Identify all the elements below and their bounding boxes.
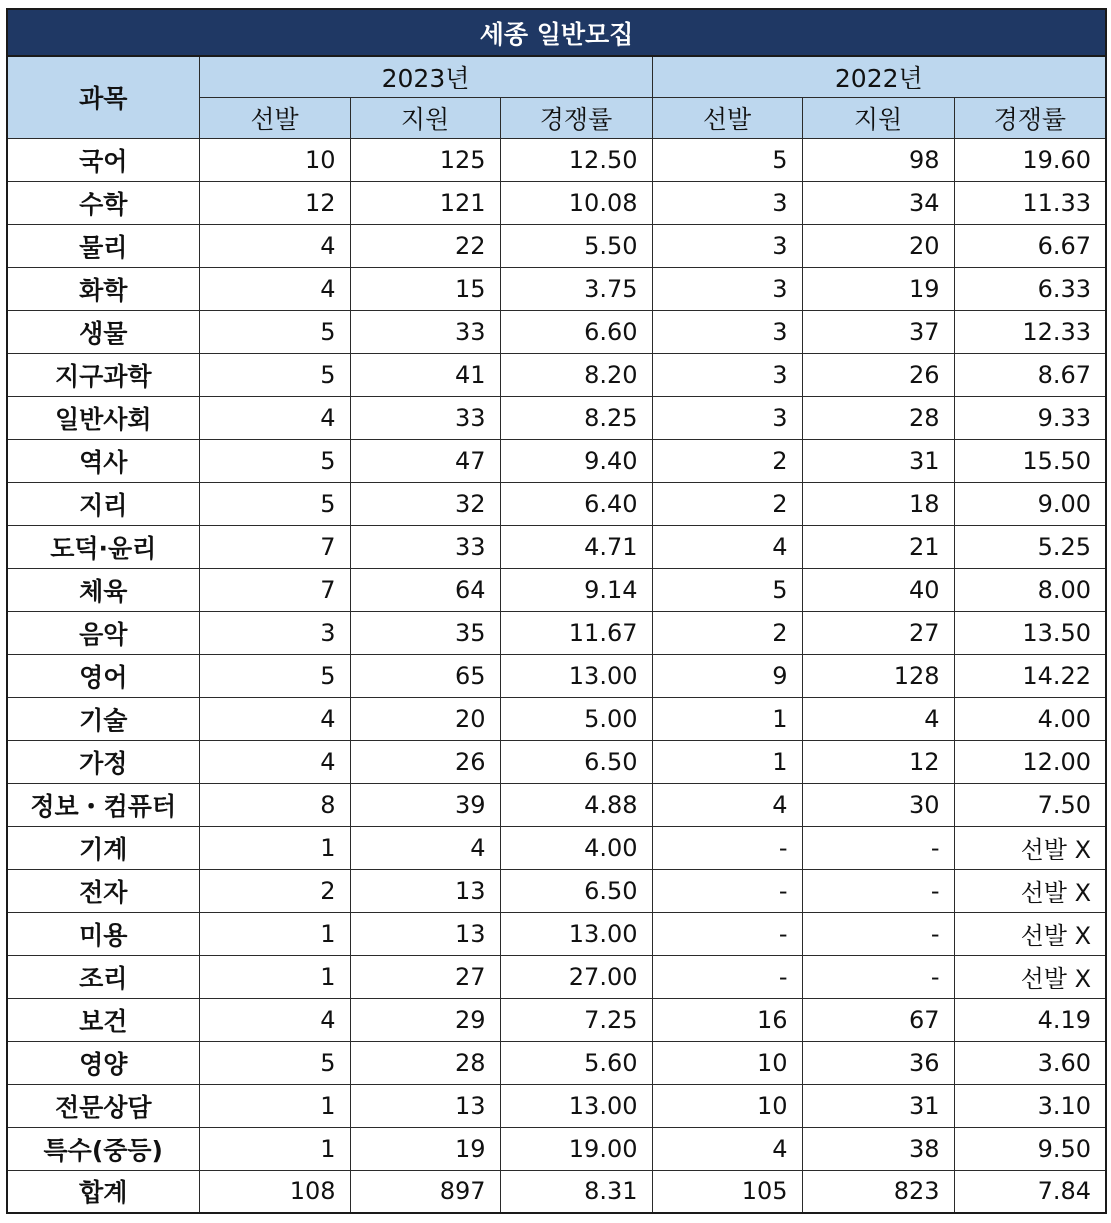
cell-selection-2022: 1 [652, 697, 802, 740]
cell-subject: 화학 [7, 267, 199, 310]
col-header-applicants-2023: 지원 [350, 97, 500, 138]
cell-ratio-2023: 13.00 [500, 1084, 652, 1127]
cell-selection-2023: 4 [199, 267, 350, 310]
cell-selection-2022: 2 [652, 439, 802, 482]
cell-applicants-2022: 12 [802, 740, 954, 783]
table-row [7, 181, 1106, 224]
cell-applicants-2023: 897 [350, 1170, 500, 1213]
cell-ratio-2022: 13.50 [954, 611, 1106, 654]
cell-subject: 영양 [7, 1041, 199, 1084]
cell-ratio-2023: 8.31 [500, 1170, 652, 1213]
cell-ratio-2023: 7.25 [500, 998, 652, 1041]
cell-ratio-2022: 8.00 [954, 568, 1106, 611]
cell-applicants-2022: 98 [802, 138, 954, 181]
cell-ratio-2022: 선발 X [954, 955, 1106, 998]
cell-subject: 역사 [7, 439, 199, 482]
cell-applicants-2023: 41 [350, 353, 500, 396]
table-row [7, 697, 1106, 740]
table-row [7, 611, 1106, 654]
cell-selection-2022: 10 [652, 1084, 802, 1127]
cell-selection-2022: 2 [652, 482, 802, 525]
table-row [7, 740, 1106, 783]
cell-applicants-2023: 4 [350, 826, 500, 869]
table-row [7, 1170, 1106, 1213]
cell-applicants-2022: 34 [802, 181, 954, 224]
cell-applicants-2022: 19 [802, 267, 954, 310]
cell-applicants-2023: 13 [350, 869, 500, 912]
cell-selection-2023: 7 [199, 525, 350, 568]
table-row [7, 396, 1106, 439]
cell-selection-2022: 3 [652, 310, 802, 353]
cell-ratio-2023: 9.40 [500, 439, 652, 482]
cell-applicants-2022: - [802, 869, 954, 912]
cell-selection-2023: 4 [199, 998, 350, 1041]
cell-selection-2022: - [652, 826, 802, 869]
cell-applicants-2022: 4 [802, 697, 954, 740]
cell-subject: 미용 [7, 912, 199, 955]
table-row [7, 568, 1106, 611]
cell-applicants-2023: 15 [350, 267, 500, 310]
cell-selection-2023: 1 [199, 826, 350, 869]
cell-selection-2022: 16 [652, 998, 802, 1041]
table-row [7, 1084, 1106, 1127]
table-row [7, 439, 1106, 482]
cell-selection-2023: 108 [199, 1170, 350, 1213]
cell-selection-2022: 4 [652, 783, 802, 826]
cell-selection-2023: 5 [199, 439, 350, 482]
cell-applicants-2023: 121 [350, 181, 500, 224]
cell-selection-2023: 2 [199, 869, 350, 912]
cell-subject: 정보・컴퓨터 [7, 783, 199, 826]
cell-subject: 기술 [7, 697, 199, 740]
table-row [7, 869, 1106, 912]
year-2023-header: 2023년 [199, 56, 652, 97]
cell-ratio-2022: 6.67 [954, 224, 1106, 267]
cell-applicants-2023: 64 [350, 568, 500, 611]
cell-ratio-2023: 5.50 [500, 224, 652, 267]
cell-subject: 음악 [7, 611, 199, 654]
cell-selection-2023: 1 [199, 955, 350, 998]
cell-selection-2023: 1 [199, 1084, 350, 1127]
cell-applicants-2022: 28 [802, 396, 954, 439]
cell-selection-2023: 1 [199, 912, 350, 955]
table-body [7, 138, 1106, 1213]
cell-applicants-2023: 32 [350, 482, 500, 525]
cell-ratio-2023: 19.00 [500, 1127, 652, 1170]
cell-applicants-2023: 33 [350, 310, 500, 353]
cell-selection-2023: 10 [199, 138, 350, 181]
cell-ratio-2022: 4.00 [954, 697, 1106, 740]
cell-applicants-2022: - [802, 912, 954, 955]
cell-selection-2023: 4 [199, 740, 350, 783]
cell-selection-2023: 5 [199, 353, 350, 396]
cell-subject: 전문상담 [7, 1084, 199, 1127]
col-header-selection-2023: 선발 [199, 97, 350, 138]
cell-ratio-2023: 5.60 [500, 1041, 652, 1084]
cell-selection-2022: 3 [652, 267, 802, 310]
cell-selection-2023: 12 [199, 181, 350, 224]
cell-ratio-2022: 15.50 [954, 439, 1106, 482]
cell-selection-2022: 4 [652, 1127, 802, 1170]
cell-applicants-2023: 35 [350, 611, 500, 654]
cell-applicants-2023: 20 [350, 697, 500, 740]
cell-subject: 특수(중등) [7, 1127, 199, 1170]
cell-applicants-2022: 30 [802, 783, 954, 826]
cell-ratio-2022: 12.00 [954, 740, 1106, 783]
cell-ratio-2023: 9.14 [500, 568, 652, 611]
cell-ratio-2023: 11.67 [500, 611, 652, 654]
cell-ratio-2022: 9.50 [954, 1127, 1106, 1170]
cell-applicants-2022: 67 [802, 998, 954, 1041]
cell-ratio-2022: 5.25 [954, 525, 1106, 568]
cell-ratio-2023: 6.50 [500, 740, 652, 783]
cell-selection-2022: 3 [652, 353, 802, 396]
table-row [7, 267, 1106, 310]
cell-applicants-2022: - [802, 955, 954, 998]
table-row [7, 525, 1106, 568]
cell-ratio-2022: 3.60 [954, 1041, 1106, 1084]
cell-selection-2023: 5 [199, 482, 350, 525]
cell-subject: 수학 [7, 181, 199, 224]
table-row [7, 955, 1106, 998]
cell-subject: 보건 [7, 998, 199, 1041]
cell-applicants-2023: 125 [350, 138, 500, 181]
cell-selection-2023: 4 [199, 224, 350, 267]
cell-selection-2022: 10 [652, 1041, 802, 1084]
cell-selection-2023: 3 [199, 611, 350, 654]
cell-subject: 국어 [7, 138, 199, 181]
cell-applicants-2023: 27 [350, 955, 500, 998]
cell-ratio-2023: 4.71 [500, 525, 652, 568]
cell-ratio-2023: 6.50 [500, 869, 652, 912]
cell-ratio-2023: 5.00 [500, 697, 652, 740]
col-header-applicants-2022: 지원 [802, 97, 954, 138]
year-2022-header: 2022년 [652, 56, 1106, 97]
table-row [7, 654, 1106, 697]
cell-selection-2023: 8 [199, 783, 350, 826]
cell-ratio-2022: 선발 X [954, 869, 1106, 912]
cell-selection-2022: 5 [652, 138, 802, 181]
cell-applicants-2022: 18 [802, 482, 954, 525]
recruitment-table [6, 8, 1107, 1214]
cell-ratio-2022: 8.67 [954, 353, 1106, 396]
table-row [7, 353, 1106, 396]
table-row [7, 138, 1106, 181]
cell-applicants-2023: 29 [350, 998, 500, 1041]
cell-ratio-2022: 14.22 [954, 654, 1106, 697]
cell-ratio-2022: 9.33 [954, 396, 1106, 439]
cell-ratio-2022: 6.33 [954, 267, 1106, 310]
recruitment-table-container [6, 8, 1105, 1214]
cell-subject: 생물 [7, 310, 199, 353]
cell-applicants-2023: 65 [350, 654, 500, 697]
cell-ratio-2023: 13.00 [500, 912, 652, 955]
cell-ratio-2023: 6.60 [500, 310, 652, 353]
cell-applicants-2022: 36 [802, 1041, 954, 1084]
table-row [7, 1127, 1106, 1170]
cell-selection-2022: 3 [652, 396, 802, 439]
cell-applicants-2023: 26 [350, 740, 500, 783]
cell-ratio-2023: 6.40 [500, 482, 652, 525]
cell-applicants-2022: - [802, 826, 954, 869]
cell-applicants-2023: 47 [350, 439, 500, 482]
cell-selection-2022: 9 [652, 654, 802, 697]
cell-ratio-2022: 4.19 [954, 998, 1106, 1041]
table-row [7, 310, 1106, 353]
cell-selection-2022: 105 [652, 1170, 802, 1213]
subject-header: 과목 [7, 56, 199, 138]
cell-applicants-2022: 21 [802, 525, 954, 568]
cell-ratio-2022: 3.10 [954, 1084, 1106, 1127]
table-row [7, 783, 1106, 826]
cell-subject: 전자 [7, 869, 199, 912]
cell-selection-2022: - [652, 955, 802, 998]
cell-applicants-2023: 19 [350, 1127, 500, 1170]
cell-ratio-2023: 27.00 [500, 955, 652, 998]
cell-subject: 지구과학 [7, 353, 199, 396]
cell-ratio-2023: 13.00 [500, 654, 652, 697]
cell-applicants-2022: 38 [802, 1127, 954, 1170]
cell-applicants-2022: 40 [802, 568, 954, 611]
cell-selection-2023: 4 [199, 396, 350, 439]
cell-selection-2022: - [652, 869, 802, 912]
table-row [7, 224, 1106, 267]
cell-selection-2023: 1 [199, 1127, 350, 1170]
cell-ratio-2023: 3.75 [500, 267, 652, 310]
cell-ratio-2023: 10.08 [500, 181, 652, 224]
cell-selection-2022: - [652, 912, 802, 955]
cell-applicants-2023: 28 [350, 1041, 500, 1084]
cell-subject: 일반사회 [7, 396, 199, 439]
cell-subject: 체육 [7, 568, 199, 611]
cell-selection-2022: 5 [652, 568, 802, 611]
cell-applicants-2023: 33 [350, 525, 500, 568]
cell-applicants-2022: 31 [802, 1084, 954, 1127]
cell-ratio-2022: 9.00 [954, 482, 1106, 525]
cell-applicants-2023: 22 [350, 224, 500, 267]
cell-ratio-2023: 4.88 [500, 783, 652, 826]
cell-ratio-2022: 12.33 [954, 310, 1106, 353]
cell-applicants-2022: 31 [802, 439, 954, 482]
cell-ratio-2022: 11.33 [954, 181, 1106, 224]
cell-applicants-2023: 39 [350, 783, 500, 826]
table-row [7, 912, 1106, 955]
cell-applicants-2023: 13 [350, 1084, 500, 1127]
cell-subject: 도덕·윤리 [7, 525, 199, 568]
cell-selection-2023: 4 [199, 697, 350, 740]
cell-subject: 조리 [7, 955, 199, 998]
col-header-ratio-2023: 경쟁률 [500, 97, 652, 138]
cell-ratio-2022: 7.84 [954, 1170, 1106, 1213]
cell-applicants-2022: 20 [802, 224, 954, 267]
cell-subject: 가정 [7, 740, 199, 783]
cell-ratio-2022: 선발 X [954, 826, 1106, 869]
cell-applicants-2022: 27 [802, 611, 954, 654]
cell-selection-2022: 2 [652, 611, 802, 654]
cell-applicants-2022: 37 [802, 310, 954, 353]
cell-applicants-2023: 13 [350, 912, 500, 955]
cell-applicants-2022: 26 [802, 353, 954, 396]
table-row [7, 482, 1106, 525]
cell-subject: 영어 [7, 654, 199, 697]
cell-subject: 지리 [7, 482, 199, 525]
cell-ratio-2023: 4.00 [500, 826, 652, 869]
table-row [7, 826, 1106, 869]
cell-selection-2022: 3 [652, 181, 802, 224]
table-row [7, 998, 1106, 1041]
cell-subject: 물리 [7, 224, 199, 267]
cell-selection-2022: 1 [652, 740, 802, 783]
cell-ratio-2022: 19.60 [954, 138, 1106, 181]
cell-applicants-2022: 128 [802, 654, 954, 697]
col-header-selection-2022: 선발 [652, 97, 802, 138]
cell-selection-2023: 5 [199, 310, 350, 353]
cell-ratio-2022: 7.50 [954, 783, 1106, 826]
table-row [7, 1041, 1106, 1084]
cell-applicants-2023: 33 [350, 396, 500, 439]
cell-selection-2022: 4 [652, 525, 802, 568]
cell-ratio-2023: 8.25 [500, 396, 652, 439]
cell-ratio-2023: 12.50 [500, 138, 652, 181]
cell-selection-2023: 5 [199, 1041, 350, 1084]
col-header-ratio-2022: 경쟁률 [954, 97, 1106, 138]
table-title: 세종 일반모집 [7, 9, 1106, 56]
cell-selection-2023: 5 [199, 654, 350, 697]
cell-selection-2023: 7 [199, 568, 350, 611]
cell-ratio-2022: 선발 X [954, 912, 1106, 955]
cell-ratio-2023: 8.20 [500, 353, 652, 396]
cell-applicants-2022: 823 [802, 1170, 954, 1213]
cell-selection-2022: 3 [652, 224, 802, 267]
cell-subject: 기계 [7, 826, 199, 869]
cell-subject: 합계 [7, 1170, 199, 1213]
